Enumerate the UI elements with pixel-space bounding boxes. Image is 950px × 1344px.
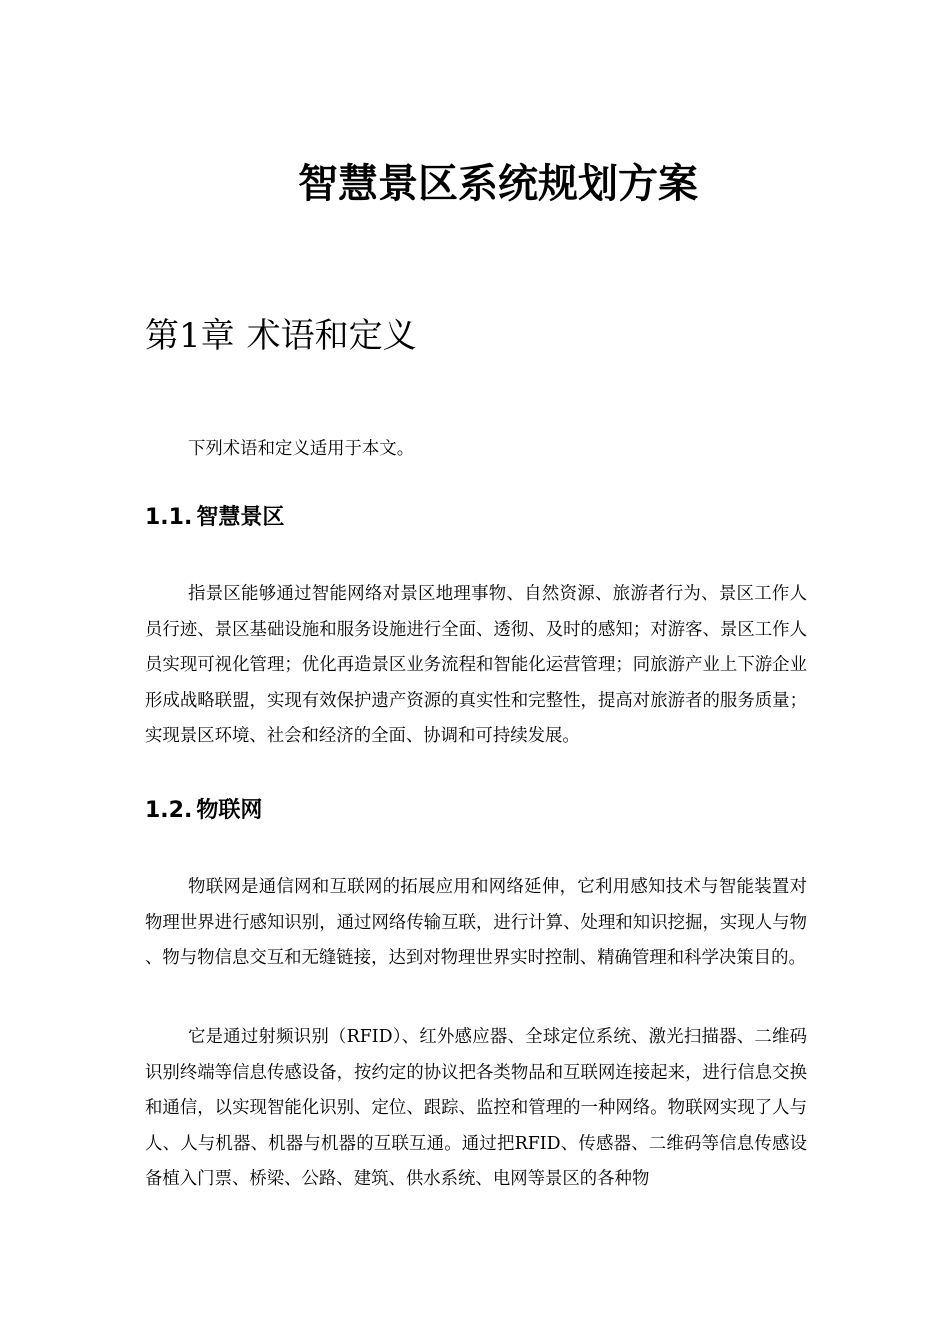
chapter-label: 第1章	[145, 316, 235, 356]
section-number: 1.1.	[145, 505, 193, 530]
section-1-2-paragraph-2: 它是通过射频识别（RFID）、红外感应器、全球定位系统、激光扫描器、二维码识别终端等信息传感设备，按约定的协议把各类物品和互联网连接起来，进行信息交换和通信，以实现智能化识别、定位、跟踪、监控和管理的一种网络。物联网实现了人与人、人与机器、机器与机器的互联互通。通过把RFID、传感器、二维码等信息传感设备植入门票、桥梁、公路、建筑、供水系统、电网等景区的各种物	[145, 1027, 807, 1189]
section-title: 智慧景区	[196, 505, 285, 530]
section-1-2-paragraph-1: 物联网是通信网和互联网的拓展应用和网络延伸，它利用感知技术与智能装置对物理世界进行感知识别，通过网络传输互联，进行计算、处理和知识挖掘，实现人与物、物与物信息交互和无缝链接，达到对物理世界实时控制、精确管理和科学决策目的。	[145, 877, 807, 968]
section-title: 物联网	[196, 798, 263, 823]
section-1-1-paragraph: 指景区能够通过智能网络对景区地理事物、自然资源、旅游者行为、景区工作人员行迹、景区基础设施和服务设施进行全面、透彻、及时的感知；对游客、景区工作人员实现可视化管理；优化再造景区业务流程和智能化运营管理；同旅游产业上下游企业形成战略联盟，实现有效保护遗产资源的真实性和完整性，提高对旅游者的服务质量；实现景区环境、社会和经济的全面、协调和可持续发展。	[145, 584, 807, 746]
document-title: 智慧景区系统规划方案	[298, 161, 698, 207]
section-heading-1-1	[145, 502, 284, 534]
chapter-heading	[145, 312, 417, 360]
chapter-title: 术语和定义	[246, 316, 417, 356]
intro-paragraph: 下列术语和定义适用于本文。	[188, 439, 415, 459]
section-heading-1-2	[145, 795, 262, 827]
section-number: 1.2.	[145, 798, 193, 823]
